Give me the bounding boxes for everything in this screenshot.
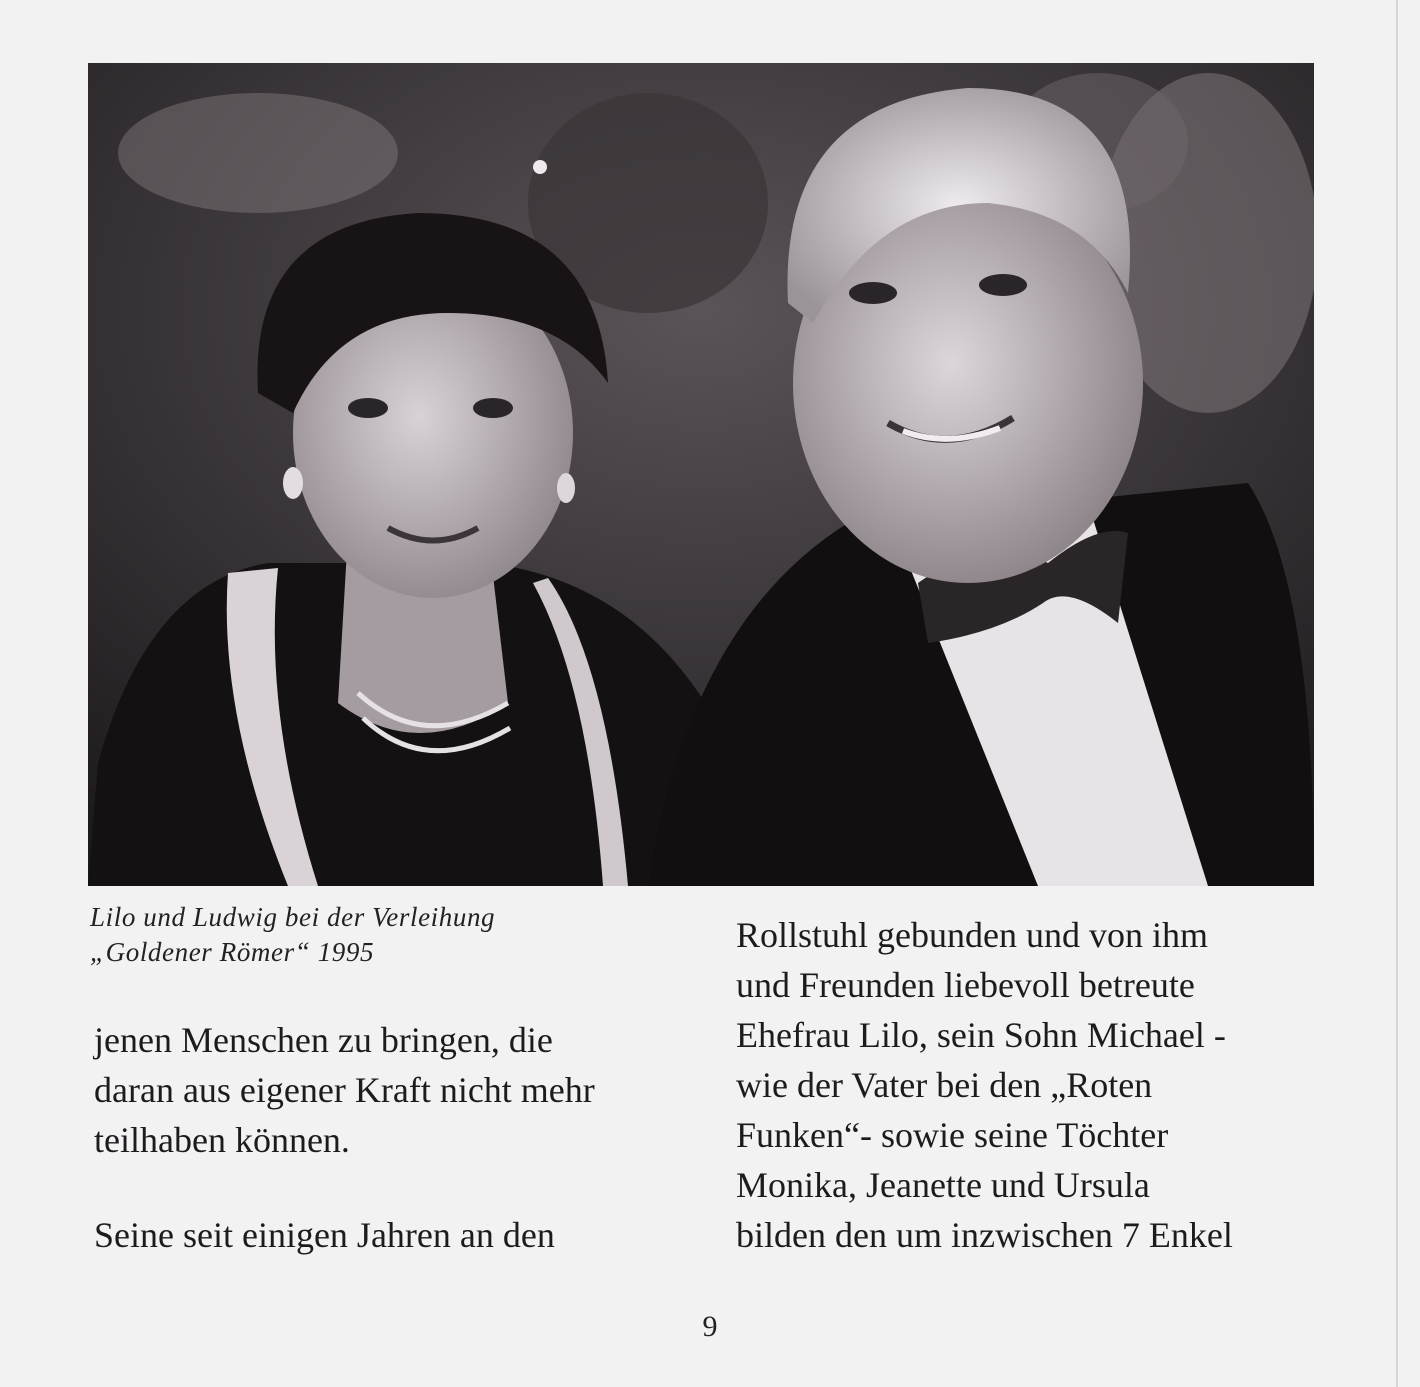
caption-line: Lilo und Ludwig bei der Verleihung xyxy=(90,902,496,932)
text-line: jenen Menschen zu bringen, die xyxy=(94,1020,553,1060)
couple-photo xyxy=(88,63,1314,886)
text-line: bilden den um inzwischen 7 Enkel xyxy=(736,1215,1233,1255)
left-column-paragraph-1 xyxy=(94,1015,684,1165)
text-line: Rollstuhl gebunden und von ihm xyxy=(736,915,1208,955)
left-column-paragraph-2 xyxy=(94,1210,684,1260)
right-column xyxy=(736,910,1326,1260)
couple-photo-illustration xyxy=(88,63,1314,886)
text-line: Seine seit einigen Jahren an den xyxy=(94,1215,555,1255)
photo-caption xyxy=(90,900,650,970)
text-line: wie der Vater bei den „Roten xyxy=(736,1065,1153,1105)
text-line: Monika, Jeanette und Ursula xyxy=(736,1165,1150,1205)
text-line: daran aus eigener Kraft nicht mehr xyxy=(94,1070,595,1110)
text-line: Funken“- sowie seine Töchter xyxy=(736,1115,1169,1155)
page-number: 9 xyxy=(702,1310,718,1343)
text-line: und Freunden liebevoll betreute xyxy=(736,965,1195,1005)
text-line: Ehefrau Lilo, sein Sohn Michael - xyxy=(736,1015,1226,1055)
text-line: teilhaben können. xyxy=(94,1120,350,1160)
page-edge xyxy=(1396,0,1398,1387)
caption-line: „Goldener Römer“ 1995 xyxy=(90,937,375,967)
